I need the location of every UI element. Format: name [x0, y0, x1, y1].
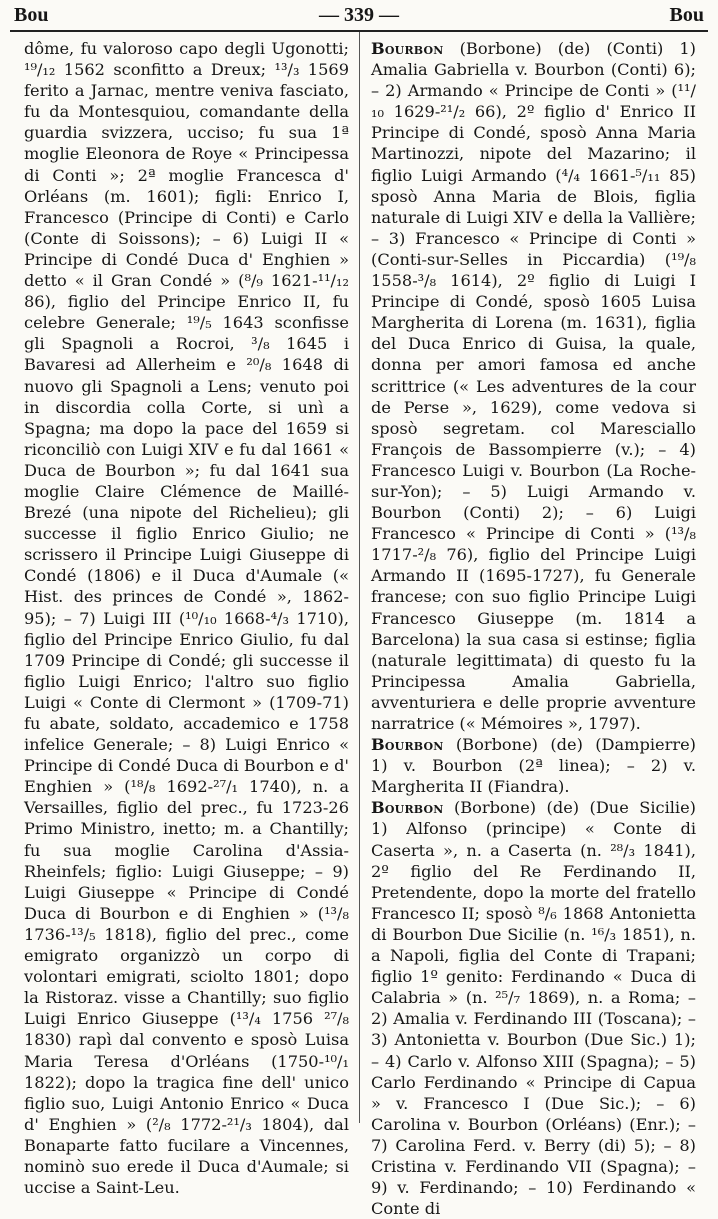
- header-left-keyword: Bou: [14, 4, 49, 26]
- entry-term: Bourbon: [371, 798, 444, 818]
- left-column: [24, 38, 349, 1198]
- page-header: [14, 4, 704, 28]
- left-column-text: dôme, fu valoroso capo degli Ugonotti; ¹⁹/₁₂ 1562 sconfitto a Dreux; ¹³/₃ 1569 ferito a Jarnac, mentre veniva fasciato, fu da Montesquiou, comandante della guardia svizzera, ucciso; fu sua 1ª moglie Eleonora de Roye « Principessa di Conti »; 2ª moglie Francesca d' Orléans (m. 1601); figli: Enrico I, Francesco (Principe di Conti) e Carlo (Conte di Soissons); – 6) Luigi II « Principe di Condé Duca d' Enghien » detto « il Gran Condé » (⁸/₉ 1621-¹¹/₁₂ 86), figlio del Principe Enrico II, fu celebre Generale; ¹⁹/₅ 1643 sconfisse gli Spagnoli a Rocroi, ³/₈ 1645 i Bavaresi ad Allerheim e ²⁰/₈ 1648 di nuovo gli Spagnoli a Lens; venuto poi in discordia colla Corte, si unì a Spagna; ma dopo la pace del 1659 si riconciliò con Luigi XIV e fu dal 1661 « Duca de Bourbon »; fu dal 1641 sua moglie Claire Clémence de Maillé-Brezé (una nipote del Richelieu); gli successe il figlio Enrico Giulio; ne scrissero il Principe Luigi Giuseppe di Condé (1806) e il Duca d'Aumale (« Hist. des princes de Condé », 1862-95); – 7) Luigi III (¹⁰/₁₀ 1668-⁴/₃ 1710), figlio del Principe Enrico Giulio, fu dal 1709 Principe di Condé; gli successe il figlio Luigi Enrico; l'altro suo figlio Luigi « Conte di Clermont » (1709-71) fu abate, soldato, accademico e 1758 infelice Generale; – 8) Luigi Enrico « Principe di Condé Duca di Bourbon e d' Enghien » (¹⁸/₈ 1692-²⁷/₁ 1740), n. a Versailles, figlio del prec., fu 1723-26 Primo Ministro, inetto; m. a Chantilly; fu sua moglie Carolina d'Assia-Rheinfels; figlio: Luigi Giuseppe; – 9) Luigi Giuseppe « Principe di Condé Duca di Bourbon e di Enghien » (¹³/₈ 1736-¹³/₅ 1818), figlio del prec., come emigrato organizzò un corpo di volontari emigrati, sciolto 1801; dopo la Ristoraz. visse a Chantilly; suo figlio Luigi Enrico Giuseppe (¹³/₄ 1756 ²⁷/₈ 1830) rapì dal convento e sposò Luisa Maria Teresa d'Orléans (1750-¹⁰/₁ 1822); dopo la tragica fine dell' unico figlio suo, Luigi Antonio Enrico « Duca d' Enghien » (²/₈ 1772-²¹/₃ 1804), dal Bonaparte fatto fucilare a Vincennes, nominò suo erede il Duca d'Aumale; si uccise a Saint-Leu.: [24, 39, 349, 1198]
- entry-conti: [371, 38, 696, 734]
- header-right-keyword: Bou: [669, 4, 704, 26]
- entry-text: (Borbone) (de) (Dampierre) 1) v. Bourbon (2ª linea); – 2) v. Margherita II (Fiandra).: [371, 735, 696, 797]
- column-divider: [359, 32, 360, 1123]
- entry-due-sicilie: [371, 797, 696, 1219]
- entry-term: Bourbon: [371, 39, 444, 58]
- right-column: [371, 38, 696, 1219]
- entry-text: (Borbone) (de) (Due Sicilie) 1) Alfonso (principe) « Conte di Caserta », n. a Caserta (n. ²⁸/₃ 1841), 2º figlio del Re Ferdinando II, Pretendente, dopo la morte del fratello Francesco II; sposò ⁸/₆ 1868 Antonietta di Bourbon Due Sicilie (n. ¹⁶/₃ 1851), n. a Napoli, figlia del Conte di Trapani; figlio 1º genito: Ferdinando « Duca di Calabria » (n. ²⁵/₇ 1869), n. a Roma; – 2) Amalia v. Ferdinando III (Toscana); – 3) Antonietta v. Bourbon (Due Sic.) 1); – 4) Carlo v. Alfonso XIII (Spagna); – 5) Carlo Ferdinando « Principe di Capua » v. Francesco I (Due Sic.); – 6) Carolina v. Bourbon (Orléans) (Enr.); – 7) Carolina Ferd. v. Berry (di) 5); – 8) Cristina v. Ferdinando VII (Spagna); – 9) v. Ferdinando; – 10) Ferdinando « Conte di: [371, 798, 696, 1219]
- entry-text: (Borbone) (de) (Conti) 1) Amalia Gabriella v. Bourbon (Conti) 6); – 2) Armando « Principe de Conti » (¹¹/₁₀ 1629-²¹/₂ 66), 2º figlio d' Enrico II Principe di Condé, sposò Anna Maria Martinozzi, nipote del Mazarino; il figlio Luigi Armando (⁴/₄ 1661-⁵/₁₁ 85) sposò Anna Maria de Blois, figlia naturale di Luigi XIV e della la Vallière; – 3) Francesco « Principe di Conti » (Conti-sur-Selles in Piccardia) (¹⁹/₈ 1558-³/₈ 1614), 2º figlio di Luigi I Principe di Condé, sposò 1605 Luisa Margherita di Lorena (m. 1631), figlia del Duca Enrico di Guisa, la quale, donna per amori famosa ed anche scrittrice (« Les adventures de la cour de Perse », 1629), come vedova si sposò segretam. col Maresciallo François de Bassompierre (v.); – 4) Francesco Luigi v. Bourbon (La Roche-sur-Yon); – 5) Luigi Armando v. Bourbon (Conti) 2); – 6) Luigi Francesco « Principe di Conti » (¹³/₈ 1717-²/₈ 76), figlio del Principe Luigi Armando II (1695-1727), fu Generale francese; con suo figlio Principe Luigi Francesco Giuseppe (m. 1814 a Barcelona) la sua casa si estinse; figlia (naturale legittimata) di questo fu la Principessa Amalia Gabriella, avventuriera e delle proprie avventure narratrice (« Mémoires », 1797).: [371, 39, 696, 733]
- page-number: — 339 —: [319, 4, 399, 26]
- entry-term: Bourbon: [371, 735, 444, 755]
- entry-dampierre: [371, 734, 696, 797]
